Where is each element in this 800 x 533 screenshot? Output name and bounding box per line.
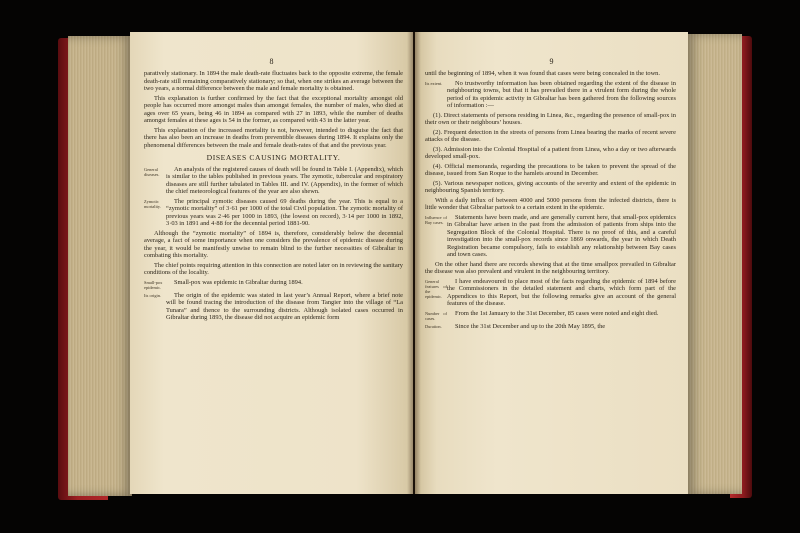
side-note: Its extent. [425,80,443,86]
section [425,80,676,110]
right-page-text [415,70,688,330]
paragraph: From the 1st January to the 31st December, 85 cases were noted and eight died. [455,309,659,317]
paragraph: This explanation of the increased mortality is not, however, intended to disguise the fact that there has also been an increase in deaths from preventible diseases during 1894. It explains only the phenomenal differences between the male and female death-rates of that and the previous year. [144,126,403,149]
paragraph: The chief points requiring attention in this connection are noted later on in reviewing the sanitary conditions of the locality. [144,261,403,276]
section [425,278,676,308]
right-page-edges [688,34,742,494]
section [144,198,403,228]
section [425,310,676,321]
side-note: Its origin. [144,292,162,298]
page-number: 8 [269,57,274,66]
paragraph: I have endeavoured to place most of the facts regarding the epidemic of 1894 before the Commissioners in the detailed statement and charts, which form part of the Appendices to this Report, but the following remarks give an account of the general features of the disease. [447,277,676,307]
paragraph: No trustworthy information has been obtained regarding the extent of the disease in neighbouring towns, but that it has prevailed there in a virulent form during the whole period of its epidemic activity in Gibraltar has been gathered from the following sources of information :— [447,79,676,109]
paragraph: The principal zymotic diseases caused 69 deaths during the year. This is equal to a “zymotic mortality” of 3·61 per 1000 of the total Civil population. The zymotic mortality of previous years was 2·46 per 1000 in 1893, (the lowest on record), 3·14 per 1000 in 1892, 3·03 in 1891 and 4·88 for the decennial period 1881-90. [166,197,403,227]
section [144,166,403,196]
paragraph: On the other hand there are records shewing that at the time smallpox prevailed in Gibraltar the disease was also prevalent and virulent in the neighbouring territory. [425,260,676,275]
paragraph: Since the 31st December and up to the 20th May 1895, the [455,322,606,330]
page-number: 9 [549,57,554,66]
list-item: (2). Frequent detection in the streets of persons from Linea bearing the marks of recent severe attacks of the disease. [425,128,676,143]
section [144,292,403,322]
side-note: General features of the epidemic. [425,278,447,299]
paragraph: Small-pox was epidemic in Gibraltar during 1894. [174,278,303,286]
paragraph: The origin of the epidemic was stated in last year’s Annual Report, where a brief note will be found tracing the introduction of the disease from Tangier into the village of “La Tunara” and thence to the surrounding districts. Although isolated cases occurred in Gibraltar during 1893, the disease did not acquire an epidemic form [166,291,403,321]
section [425,323,676,331]
left-page-edges [68,36,132,496]
side-note: Number of cases. [425,310,447,321]
paragraph: paratively stationary. In 1894 the male death-rate fluctuates back to the opposite extreme, the female death-rate still remaining comparatively stationary; so that, when one strikes an average between the two years, a normal difference between the male and female mortality is obtained. [144,70,403,92]
section [425,214,676,259]
list-item: (3). Admission into the Colonial Hospital of a patient from Linea, who a day or two afterwards developed small-pox. [425,145,676,160]
list-item: (1). Direct statements of persons residing in Linea, &c., regarding the presence of small-pox in their own or their neighbours’ houses. [425,111,676,126]
side-note: Duration. [425,323,442,329]
left-page [130,32,413,494]
paragraph: Although the “zymotic mortality” of 1894 is, therefore, considerably below the decennial average, a fact of some importance when one considers the prevalence of epidemic disease during the year, it would be manifestly unwise to remain blind to the further necessities of Gibraltar in combating this mortality. [144,229,403,259]
paragraph: Statements have been made, and are generally current here, that small-pox epidemics in Gibraltar have arisen in the past from the admission of patients from ships into the Segregation Block of the Colonial Hospital. There is no proof of this, and a careful investigation into the small-pox records since 1869 onwards, the year in which Death Registration became compulsory, fails to establish any relationship between Bay cases and town cases. [447,213,676,258]
list-item: (4). Official memoranda, regarding the precautions to be taken to prevent the spread of the disease, issued from San Roque to the hamlets around in December. [425,162,676,177]
right-page [415,32,688,494]
side-note: General diseases. [144,166,160,177]
side-note: Zymotic mortality. [144,198,161,209]
paragraph: until the beginning of 1894, when it was found that cases were being concealed in the town. [425,70,660,77]
open-book [58,30,752,500]
section [144,279,403,290]
paragraph: With a daily influx of between 4000 and 5000 persons from the infected districts, there is little wonder that Gibraltar partook to a certain extent in the epidemic. [425,196,676,211]
paragraph: This explanation is further confirmed by the fact that the exceptional mortality amongst old people has occurred more amongst males than amongst females, the number of males, who died at ages over 65 years, being 46 in 1894 as compared with 27 in 1893, while the number of deaths amongst females at these ages is 54 in the former, as compared with 43 in the latter year. [144,94,403,124]
side-note: Small-pox epidemic. [144,279,163,290]
left-page-text [130,70,413,322]
side-note: Influence of Bay cases. [425,214,447,225]
book-gutter [407,32,421,494]
list-item: (5). Various newspaper notices, giving accounts of the severity and extent of the epidemic in neighbouring Spanish territory. [425,179,676,194]
paragraph: An analysis of the registered causes of death will be found in Table I. (Appendix), which is similar to the tables published in previous years. The zymotic, tubercular and respiratory diseases are still further tabulated in Tables III. and IV. (Appendix), in the former of which the chief meteorological features of the year are also shewn. [166,165,403,195]
source-list [425,112,676,195]
section-heading: DISEASES CAUSING MORTALITY. [206,153,341,162]
